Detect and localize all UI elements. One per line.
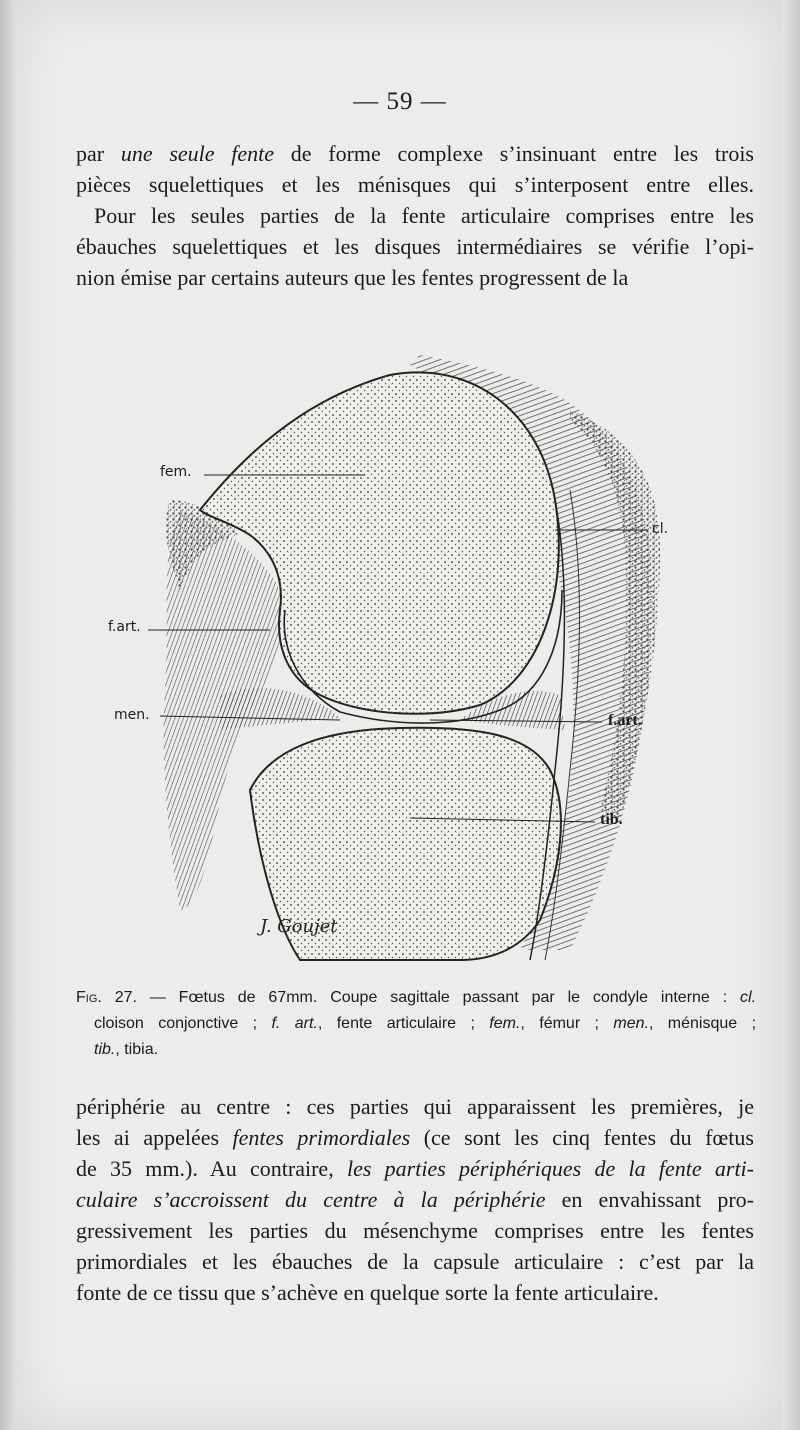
label-tib: tib. bbox=[600, 811, 623, 828]
italic-run: fentes primordiales bbox=[232, 1125, 411, 1150]
knee-section-drawing bbox=[100, 350, 700, 970]
label-men: men. bbox=[114, 707, 150, 723]
text-line bbox=[76, 1215, 754, 1246]
label-fart-left: f.art. bbox=[108, 619, 141, 635]
figure-number: Fig. 27. bbox=[76, 989, 137, 1006]
italic-run: men. bbox=[613, 1015, 649, 1032]
italic-run: culaire s’accroissent du centre à la périphérie bbox=[76, 1187, 546, 1212]
text-run: , fémur ; bbox=[520, 1015, 614, 1032]
italic-run: cl. bbox=[740, 989, 757, 1006]
text-run: cloison conjonctive ; bbox=[94, 1015, 272, 1032]
text-run: Pour les seules parties de la fente articulaire comprises entre les bbox=[94, 203, 754, 228]
text-run: ébauches squelettiques et les disques intermédiaires se vérifie l’opi- bbox=[76, 234, 754, 259]
text-line bbox=[76, 1153, 754, 1184]
text-line bbox=[76, 1277, 754, 1308]
text-run: les ai appelées bbox=[76, 1125, 233, 1150]
text-line bbox=[76, 1122, 754, 1153]
text-line bbox=[76, 169, 754, 200]
italic-run: f. art. bbox=[271, 1015, 318, 1032]
text-run: par bbox=[76, 141, 121, 166]
text-run: en envahissant pro- bbox=[545, 1187, 754, 1212]
page-edge-left bbox=[0, 0, 14, 1430]
caption-line bbox=[76, 1037, 756, 1063]
page-number: — 59 — bbox=[353, 88, 447, 115]
text-run: , fente articulaire ; bbox=[317, 1015, 490, 1032]
caption-line bbox=[76, 1011, 756, 1037]
text-run: (ce sont les cinq fentes du fœtus bbox=[410, 1125, 754, 1150]
label-cl: cl. bbox=[652, 521, 669, 537]
italic-run: tib. bbox=[94, 1041, 116, 1058]
text-line bbox=[76, 231, 754, 262]
paragraph-top bbox=[76, 138, 754, 293]
page-edge-right bbox=[782, 0, 800, 1430]
paragraph-bottom bbox=[76, 1091, 754, 1308]
italic-run: les parties périphériques de la fente arti- bbox=[346, 1156, 754, 1181]
text-line bbox=[76, 1246, 754, 1277]
text-run: pièces squelettiques et les ménisques qui s’interposent entre elles. bbox=[76, 172, 754, 197]
label-fart-right: f.art. bbox=[608, 712, 642, 729]
text-line bbox=[76, 138, 754, 169]
italic-run: une seule fente bbox=[120, 141, 275, 166]
italic-run: fem. bbox=[489, 1015, 521, 1032]
anatomical-figure bbox=[100, 350, 700, 970]
text-run: — Fœtus de 67mm. Coupe sagittale passant par le condyle interne : bbox=[136, 989, 741, 1006]
text-line bbox=[76, 1184, 754, 1215]
label-fem: fem. bbox=[160, 464, 192, 480]
text-run: de 35 mm.). Au contraire, bbox=[76, 1156, 347, 1181]
text-run: de forme complexe s’insinuant entre les trois bbox=[274, 141, 754, 166]
text-line bbox=[76, 1091, 754, 1122]
text-run: primordiales et les ébauches de la capsule articulaire : c’est par la bbox=[76, 1249, 754, 1274]
caption-line bbox=[76, 985, 756, 1011]
text-run: , tibia. bbox=[115, 1041, 159, 1058]
text-run: , ménisque ; bbox=[648, 1015, 757, 1032]
text-run: gressivement les parties du mésenchyme comprises entre les fentes bbox=[76, 1218, 754, 1243]
text-run: fonte de ce tissu que s’achève en quelque sorte la fente articulaire. bbox=[76, 1280, 659, 1305]
artist-signature: J. Goujet bbox=[260, 916, 338, 937]
text-line bbox=[76, 262, 754, 293]
figure-caption bbox=[76, 985, 756, 1063]
text-run: périphérie au centre : ces parties qui apparaissent les premières, je bbox=[76, 1094, 754, 1119]
text-line bbox=[76, 200, 754, 231]
text-run: nion émise par certains auteurs que les fentes progressent de la bbox=[76, 265, 629, 290]
